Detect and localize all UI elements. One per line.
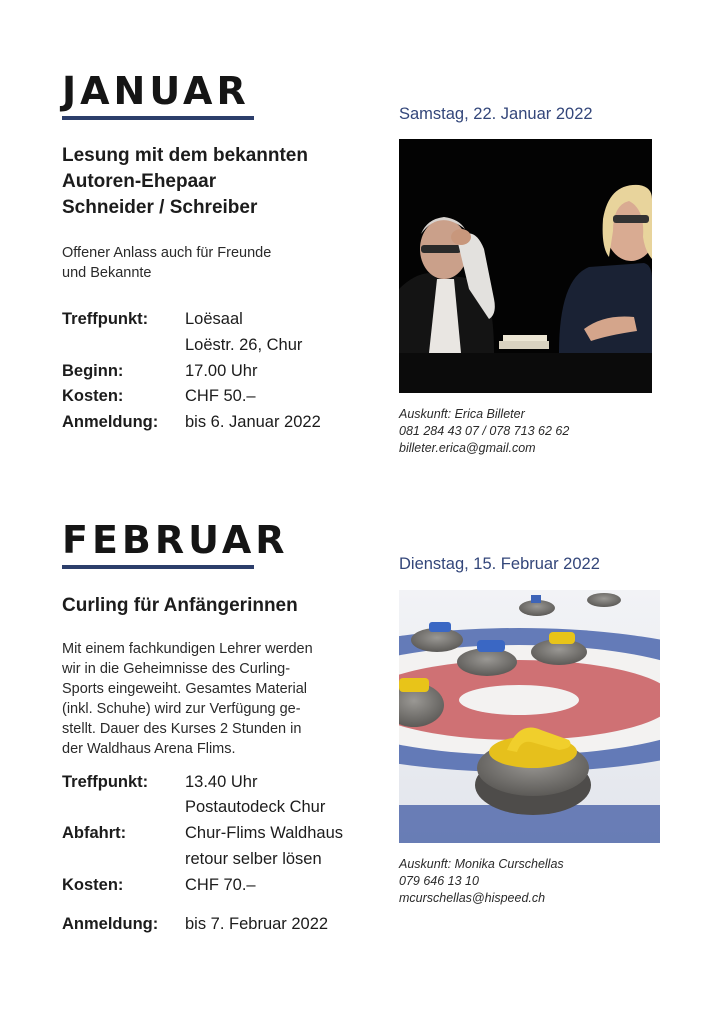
event-title-line: Curling für Anfängerinnen [62, 595, 298, 616]
event-date: Dienstag, 15. Februar 2022 [399, 555, 600, 573]
heading-underline [62, 116, 254, 120]
description-line: wir in die Geheimnisse des Curling- [62, 661, 291, 677]
description-line: Sports eingeweiht. Gesamtes Material [62, 681, 307, 697]
detail-value: bis 6. Januar 2022 [185, 413, 321, 431]
detail-value: CHF 50.– [185, 387, 256, 405]
contact-info [399, 406, 569, 457]
detail-value: Chur-Flims Waldhaus [185, 824, 344, 842]
detail-label: Beginn: [62, 362, 124, 380]
contact-line: Auskunft: Erica Billeter [399, 407, 525, 421]
event-photo-authors [399, 139, 652, 393]
detail-value: Postautodeck Chur [185, 798, 326, 816]
contact-line: 079 646 13 10 [399, 874, 479, 888]
month-heading-januar: JANUAR [62, 69, 250, 113]
detail-label: Treffpunkt: [62, 773, 149, 791]
detail-label: Kosten: [62, 876, 124, 894]
detail-label: Treffpunkt: [62, 310, 149, 328]
detail-value: Loësaal [185, 310, 243, 328]
description-line: und Bekannte [62, 265, 152, 281]
event-title-line: Autoren-Ehepaar [62, 171, 217, 192]
contact-info [399, 856, 564, 907]
detail-label: Abfahrt: [62, 824, 127, 842]
detail-label: Anmeldung: [62, 915, 159, 933]
description-line: der Waldhaus Arena Flims. [62, 741, 236, 757]
event-description [62, 243, 271, 283]
detail-value: 13.40 Uhr [185, 773, 258, 791]
event-title-line: Schneider / Schreiber [62, 197, 258, 218]
description-line: Mit einem fachkundigen Lehrer werden [62, 641, 313, 657]
event-title [62, 143, 308, 221]
detail-label: Kosten: [62, 387, 124, 405]
month-heading-februar: FEBRUAR [62, 518, 289, 562]
description-line: (inkl. Schuhe) wird zur Verfügung ge- [62, 701, 301, 717]
detail-value: 17.00 Uhr [185, 362, 258, 380]
contact-line: billeter.erica@gmail.com [399, 441, 536, 455]
event-title-line: Lesung mit dem bekannten [62, 145, 308, 166]
detail-value: retour selber lösen [185, 850, 322, 868]
detail-value: CHF 70.– [185, 876, 256, 894]
detail-value: Loëstr. 26, Chur [185, 336, 303, 354]
contact-line: 081 284 43 07 / 078 713 62 62 [399, 424, 570, 438]
description-line: Offener Anlass auch für Freunde [62, 245, 272, 261]
detail-value: bis 7. Februar 2022 [185, 915, 329, 933]
authors-photo-image [399, 139, 652, 393]
description-line: stellt. Dauer des Kurses 2 Stunden in [62, 721, 302, 737]
contact-line: mcurschellas@hispeed.ch [399, 891, 546, 905]
event-title [62, 593, 298, 619]
detail-label: Anmeldung: [62, 413, 159, 431]
event-description [62, 639, 313, 759]
event-photo-curling [399, 590, 660, 843]
contact-line: Auskunft: Monika Curschellas [399, 857, 564, 871]
heading-underline [62, 565, 254, 569]
event-date: Samstag, 22. Januar 2022 [399, 105, 593, 123]
curling-photo-image [399, 590, 660, 843]
